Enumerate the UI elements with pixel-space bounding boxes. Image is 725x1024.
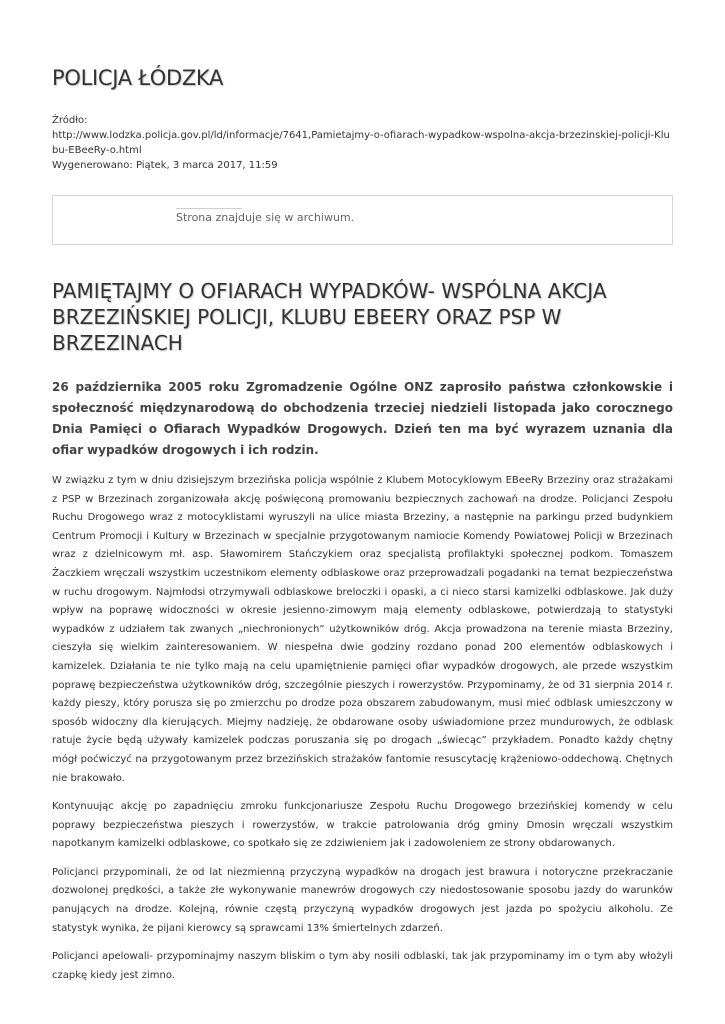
source-block: [52, 113, 673, 173]
site-title: POLICJA ŁÓDZKA: [52, 66, 224, 90]
source-label: Źródło:: [52, 115, 88, 126]
article-paragraph: Kontynuując akcję po zapadnięciu zmroku funkcjonariusze Zespołu Ruchu Drogowego brzezińskiej komendy w celu poprawy bezpieczeństwa pieszych i rowerzystów, w trakcie patrolowania dróg gminy Dmosin wręczali wszystkim napotkanym kamizelki odblaskowe, co spotkało się ze zdziwieniem jak i zadowoleniem ze strony obdarowanych.: [52, 801, 673, 850]
archive-notice-text: Strona znajduje się w archiwum.: [176, 211, 355, 224]
generated-timestamp: Wygenerowano: Piątek, 3 marca 2017, 11:59: [52, 160, 278, 171]
source-url[interactable]: http://www.lodzka.policja.gov.pl/ld/informacje/7641,Pamietajmy-o-ofiarach-wypadkow-wspolna-akcja-brzezinskiej-policji-Klubu-EBeeRy-o.html: [52, 130, 670, 156]
article-paragraph: Policjanci apelowali- przypominajmy naszym bliskim o tym aby nosili odblaski, tak jak przypominamy im o tym aby włożyli czapkę kiedy jest zimno.: [52, 951, 673, 981]
archive-notice-box: [52, 195, 673, 245]
article-title: PAMIĘTAJMY O OFIARACH WYPADKÓW- WSPÓLNA AKCJA BRZEZIŃSKIEJ POLICJI, KLUBU EBEERY ORAZ PSP W BRZEZINACH: [52, 279, 607, 355]
article-paragraph: W związku z tym w dniu dzisiejszym brzezińska policja wspólnie z Klubem Motocyklowym EBeeRy Brzeziny oraz strażakami z PSP w Brzezinach zorganizowała akcję poświęconą promowaniu bezpiecznych zachowań na drodze. Policjanci Zespołu Ruchu Drogowego wraz z motocyklistami wyruszyli na ulice miasta Brzeziny, a następnie na parkingu przed budynkiem Centrum Promocji i Kultury w Brzezinach w specjalnie przygotowanym namiocie Komendy Powiatowej Policji w Brzezinach wraz z dzielnicowym mł. asp. Sławomirem Stańczykiem oraz specjalistą profilaktyki społecznej podkom. Tomaszem Żaczkiem wręczali wszystkim uczestnikom elementy odblaskowe oraz przeprowadzali pogadanki na temat bezpieczeństwa w ruchu drogowym. Najmłodsi otrzymywali odblaskowe breloczki i opaski, a ci nieco starsi kamizelki odblaskowe. Jak duży wpływ na poprawę widoczności w okresie jesienno-zimowym mają elementy odblaskowe, potwierdzają to statystyki wypadków z udziałem tak zwanych „niechronionych” użytkowników dróg. Akcja prowadzona na terenie miasta Brzeziny, cieszyła się wielkim zainteresowaniem. W niespełna dwie godziny rozdano ponad 200 elementów odblaskowych i kamizelek. Działania te nie tylko mają na celu upamiętnienie pamięci ofiar wypadków drogowych, ale przede wszystkim poprawę bezpieczeństwa użytkowników dróg, szczególnie pieszych i rowerzystów. Przypominamy, że od 31 sierpnia 2014 r. każdy pieszy, który porusza się po zmierzchu po drodze poza obszarem zabudowanym, musi mieć odblask umieszczony w sposób widoczny dla kierujących. Miejmy nadzieję, że obdarowane osoby uświadomione przez mundurowych, że odblask ratuje życie będą używały kamizelek podczas poruszania się po drogach „świecąc” przykładem. Ponadto każdy chętny mógł poćwiczyć na przygotowanym przez brzezińskich strażaków fantomie resuscytację krążeniowo-oddechową. Chętnych nie brakowało.: [52, 475, 673, 784]
article-lead: 26 października 2005 roku Zgromadzenie Ogólne ONZ zaprosiło państwa członkowskie i społeczność międzynarodową do obchodzenia trzeciej niedzieli listopada jako corocznego Dnia Pamięci o Ofiarach Wypadków Drogowych. Dzień ten ma być wyrazem uznania dla ofiar wypadków drogowych i ich rodzin.: [52, 380, 673, 457]
archive-divider: [176, 208, 242, 209]
article-paragraph: Policjanci przypominali, że od lat niezmienną przyczyną wypadków na drogach jest brawura i notoryczne przekraczanie dozwolonej prędkości, a także złe wykonywanie manewrów drogowych czy niedostosowanie sposobu jazdy do warunków panujących na drodze. Kolejną, równie częstą przyczyną wypadków drogowych jest jazda po spożyciu alkoholu. Ze statystyk wynika, że pijani kierowcy są sprawcami 13% śmiertelnych zdarzeń.: [52, 866, 673, 934]
article-body: [52, 472, 673, 995]
